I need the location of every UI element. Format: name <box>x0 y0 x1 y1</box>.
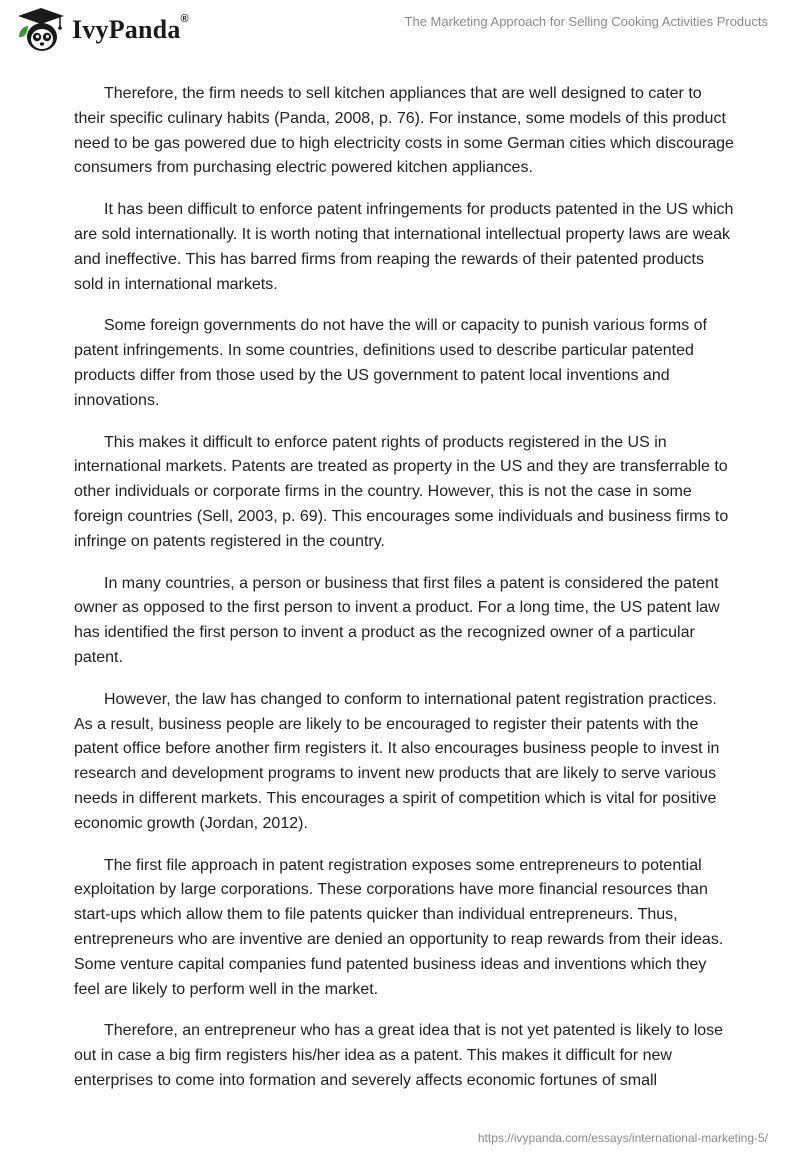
paragraph: The first file approach in patent registration exposes some entrepreneurs to potential exploitation by large corporations. These corporations have more financial resources than start-ups which allow them to file patents quicker than individual entrepreneurs. Thus, entrepreneurs who are inventive are denied an opportunity to reap rewards from their ideas. Some venture capital companies fund patented business ideas and inventions which they feel are likely to perform well in the market. <box>74 856 724 998</box>
page-header <box>0 0 800 60</box>
logo-text: IvyPanda <box>72 15 181 44</box>
paragraph: Therefore, the firm needs to sell kitchen appliances that are well designed to cater to their specific culinary habits (Panda, 2008, p. 76). For instance, some models of this product need to be gas powered due to high electricity costs in some German cities which discourage consumers from purchasing electric powered kitchen appliances. <box>74 85 734 177</box>
essay-body <box>74 82 734 1111</box>
paragraph: It has been difficult to enforce patent infringements for products patented in the US which are sold internationally. It is worth noting that international intellectual property laws are weak and ineffective. This has barred firms from reaping the rewards of their patented products sold in international markets. <box>74 201 734 293</box>
source-url[interactable]: https://ivypanda.com/essays/international-marketing-5/ <box>477 1131 768 1145</box>
paragraph: Therefore, an entrepreneur who has a great idea that is not yet patented is likely to lose out in case a big firm registers his/her idea as a patent. This makes it difficult for new enterprises to come into formation and severely affects economic fortunes of small <box>74 1022 724 1089</box>
paragraph: In many countries, a person or business that first files a patent is considered the patent owner as opposed to the first person to invent a product. For a long time, the US patent law has identified the first person to invent a product as the recognized owner of a particular patent. <box>74 574 720 666</box>
logo-wordmark <box>72 15 189 45</box>
document-title: The Marketing Approach for Selling Cooking Activities Products <box>404 14 768 29</box>
ivypanda-logo[interactable] <box>16 7 189 53</box>
registered-mark: ® <box>180 13 189 25</box>
paragraph: This makes it difficult to enforce patent rights of products registered in the US in international markets. Patents are treated as property in the US and they are transferrable to other individuals or corporate firms in the country. However, this is not the case in some foreign countries (Sell, 2003, p. 69). This encourages some individuals and business firms to infringe on patents registered in the country. <box>74 433 729 550</box>
paragraph: However, the law has changed to conform to international patent registration practices. As a result, business people are likely to be encouraged to register their patents with the patent office before another firm registers it. It also encourages business people to invest in research and development programs to invent new products that are likely to serve various needs in different markets. This encourages a spirit of competition which is vital for positive economic growth (Jordan, 2012). <box>74 690 720 832</box>
panda-graduate-icon <box>16 7 66 53</box>
paragraph: Some foreign governments do not have the will or capacity to punish various forms of patent infringements. In some countries, definitions used to describe particular patented products differ from those used by the US government to patent local inventions and innovations. <box>74 317 707 409</box>
